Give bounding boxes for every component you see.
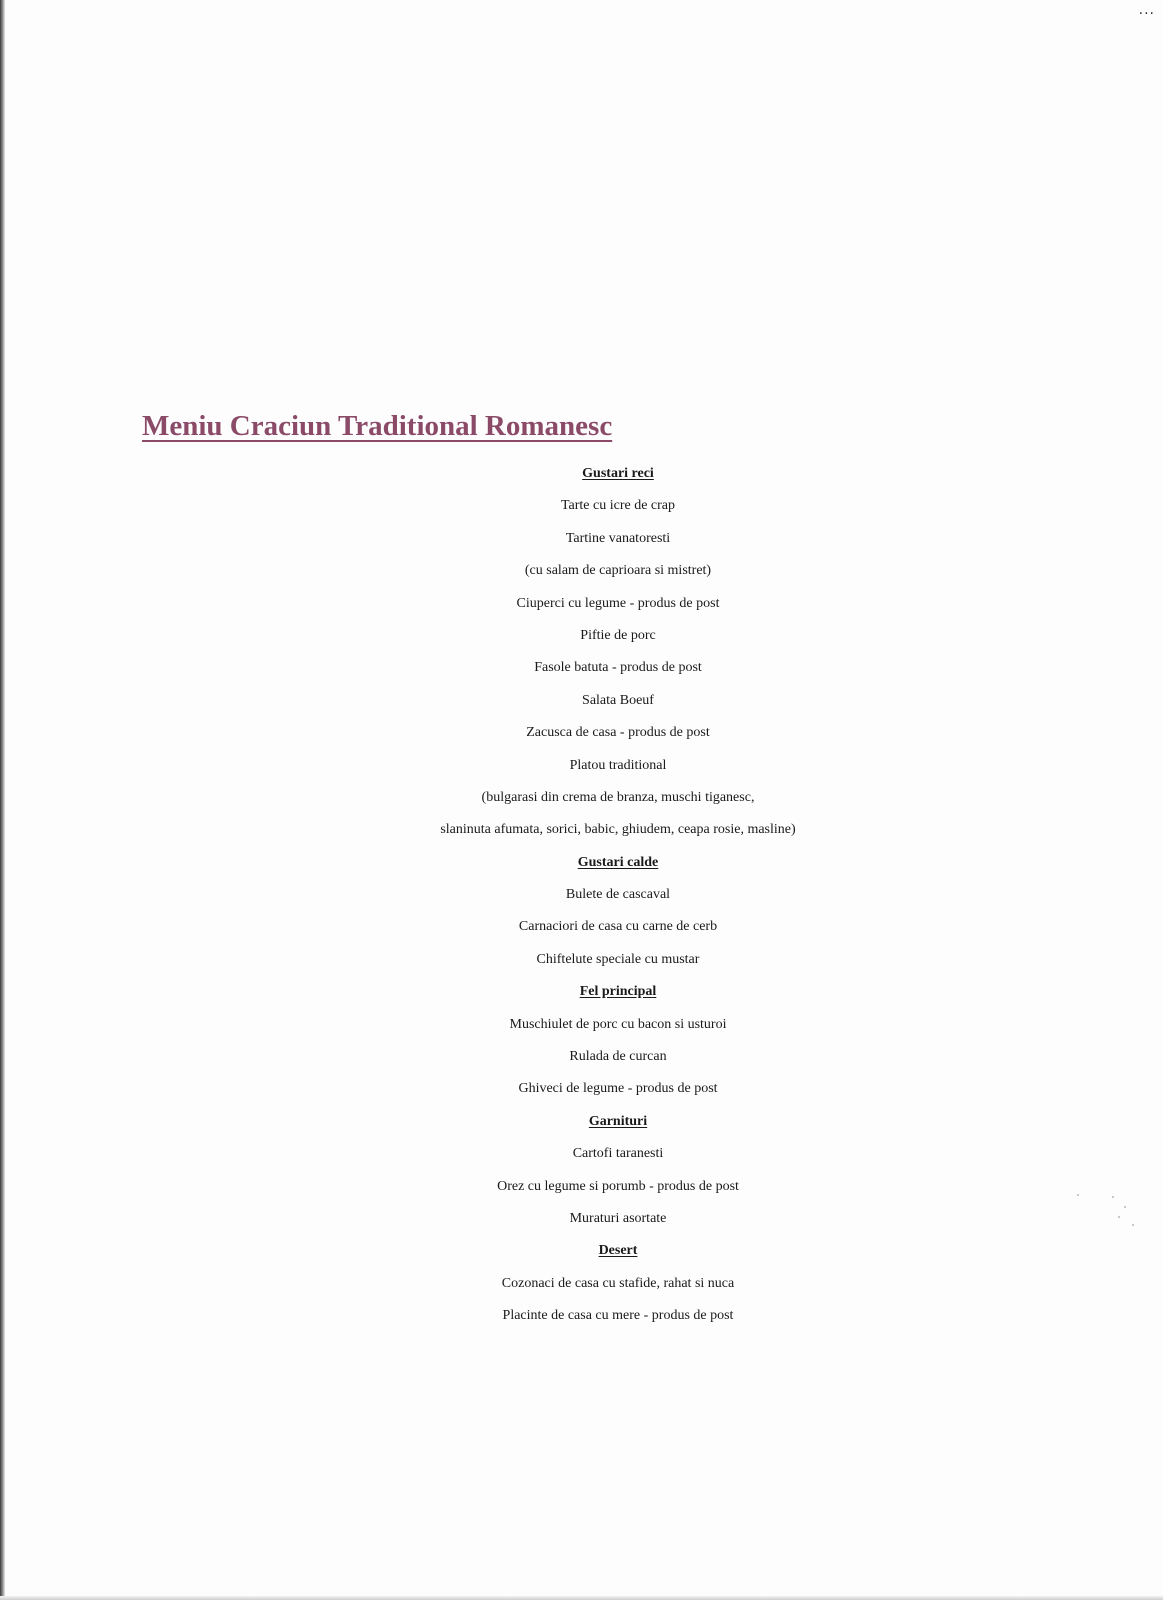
menu-item: Rulada de curcan <box>569 1049 667 1065</box>
scan-speck <box>1112 1196 1114 1198</box>
scan-edge-left <box>0 0 5 1600</box>
menu-item: Tartine vanatoresti <box>565 530 671 546</box>
menu-item: Ghiveci de legume - produs de post <box>518 1081 718 1097</box>
menu-title: Meniu Craciun Traditional Romanesc <box>142 410 613 442</box>
menu-item: Muschiulet de porc cu bacon si usturoi <box>509 1016 727 1032</box>
section-heading-gustari-reci: Gustari reci <box>582 466 654 481</box>
menu-item: Fasole batuta - produs de post <box>534 660 702 676</box>
menu-item: Cozonaci de casa cu stafide, rahat si nuca <box>501 1275 735 1291</box>
scan-speck <box>1124 1206 1126 1208</box>
menu-item: Salata Boeuf <box>582 692 654 708</box>
menu-body <box>405 458 831 1333</box>
scan-edge-bottom <box>0 1596 1163 1600</box>
scan-speck <box>1077 1194 1079 1196</box>
menu-item: Chiftelute speciale cu mustar <box>536 951 700 967</box>
menu-item: Tarte cu icre de crap <box>560 498 676 514</box>
menu-item: Ciuperci cu legume - produs de post <box>516 595 720 611</box>
menu-item: Carnaciori de casa cu carne de cerb <box>518 919 718 935</box>
more-options-icon: ... <box>1138 2 1155 18</box>
menu-item: Cartofi taranesti <box>572 1146 664 1162</box>
menu-item: Muraturi asortate <box>569 1210 667 1226</box>
menu-item-note: slaninuta afumata, sorici, babic, ghiudem, ceapa rosie, masline) <box>440 822 796 838</box>
section-heading-garnituri: Garnituri <box>588 1113 648 1129</box>
menu-item-note: (bulgarasi din crema de branza, muschi tiganesc, <box>481 789 755 805</box>
section-heading-fel-principal: Fel principal <box>579 984 657 1000</box>
menu-item: Zacusca de casa - produs de post <box>526 725 710 741</box>
menu-item: Platou traditional <box>569 757 667 773</box>
menu-item: Orez cu legume si porumb - produs de post <box>497 1178 739 1194</box>
menu-item: Piftie de porc <box>580 627 656 643</box>
menu-item: Bulete de cascaval <box>565 887 671 903</box>
section-heading-desert: Desert <box>598 1243 638 1259</box>
scan-speck <box>1132 1224 1134 1226</box>
scan-speck <box>1118 1216 1120 1218</box>
menu-item: Placinte de casa cu mere - produs de post <box>502 1308 734 1324</box>
section-heading-gustari-calde: Gustari calde <box>577 854 659 870</box>
menu-item-note: (cu salam de caprioara si mistret) <box>524 563 712 579</box>
